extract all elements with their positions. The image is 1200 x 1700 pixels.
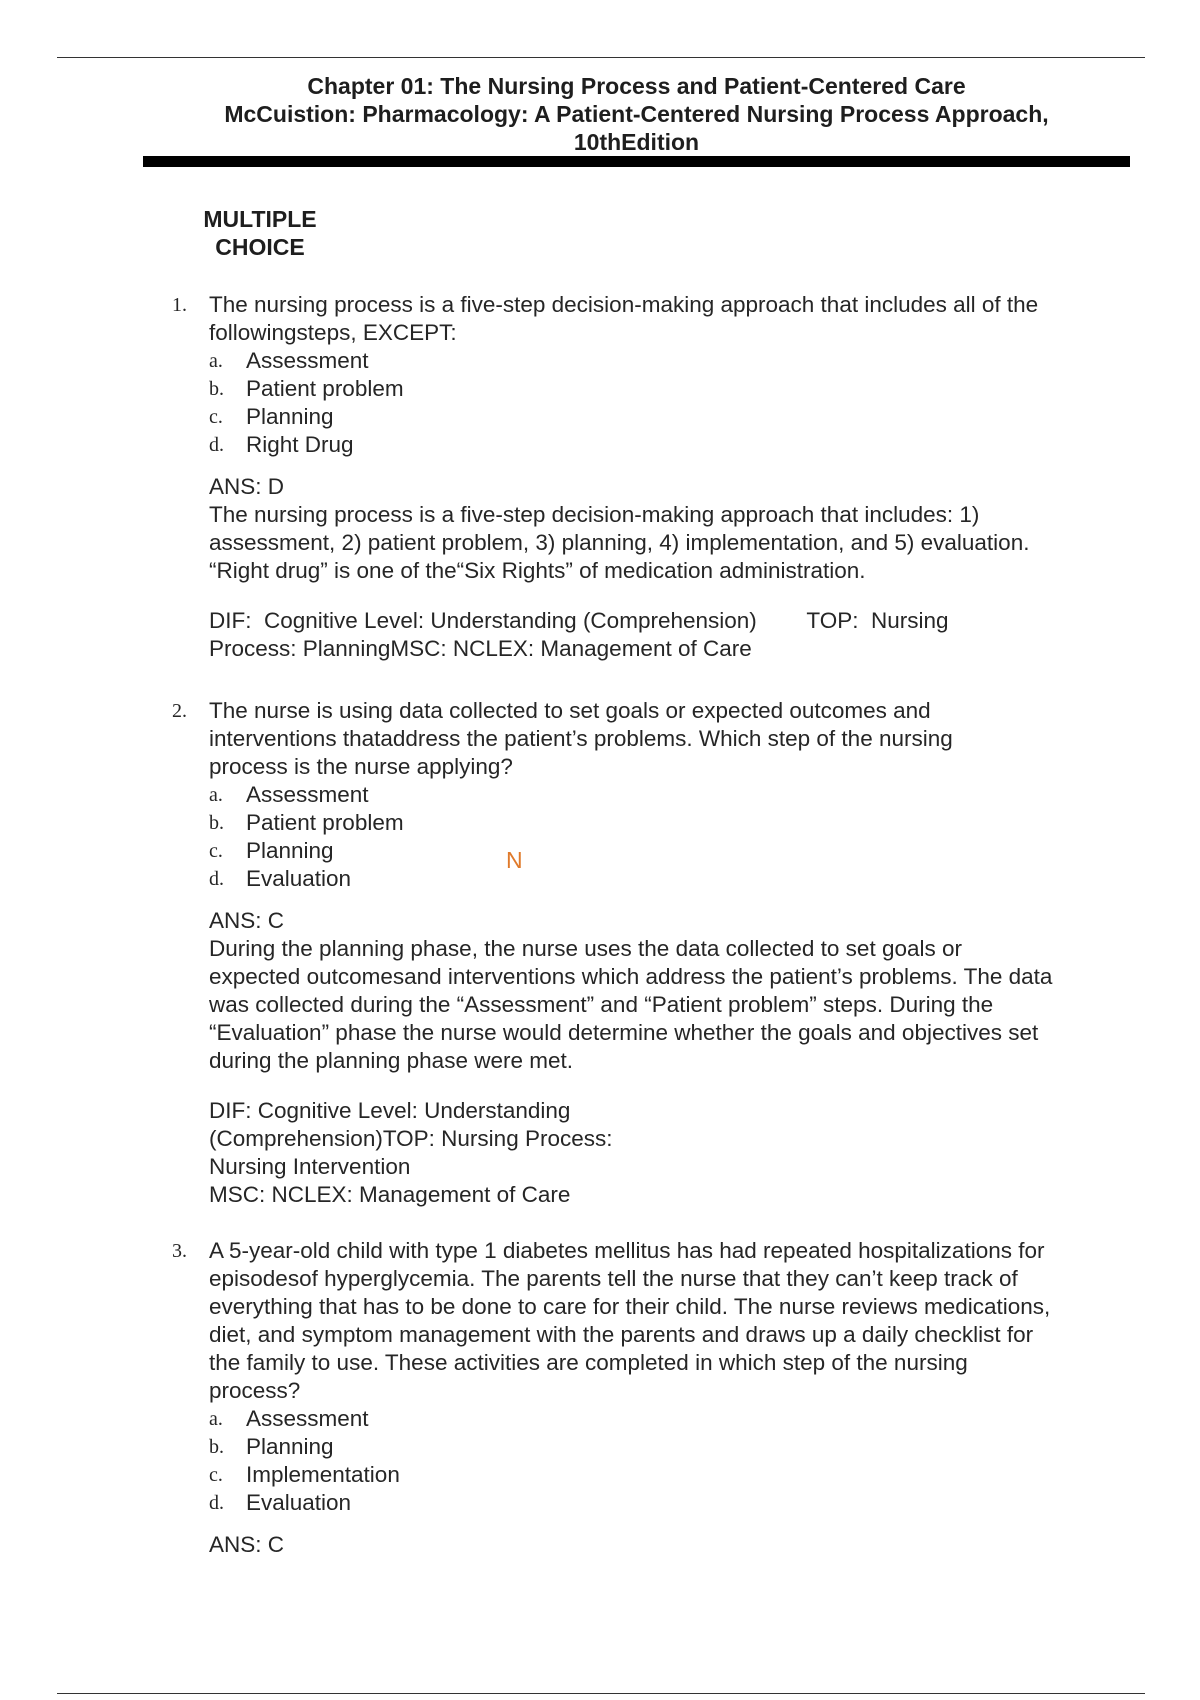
question-number: 3. [172,1240,187,1262]
option-text: Patient problem [246,376,404,401]
option-b [209,809,1132,837]
answer-key: ANS: C [209,908,285,933]
option-letter: c. [209,1464,223,1486]
question-3 [172,1237,1132,1559]
question-stem [209,697,1132,781]
section-title-line: CHOICE [215,234,305,260]
stem-line: the family to use. These activities are completed in which step of the nursing [209,1350,968,1375]
question-stem [209,291,1132,347]
option-letter: d. [209,434,224,456]
option-a [209,347,1132,375]
chapter-title: Chapter 01: The Nursing Process and Patient-Centered Care [307,73,966,99]
option-text: Right Drug [246,432,354,457]
option-text: Assessment [246,782,369,807]
rationale-line: expected outcomesand interventions which address the patient’s problems. The data [209,964,1053,989]
question-stem [209,1237,1132,1405]
stem-line: process? [209,1378,301,1403]
option-text: Planning [246,838,334,863]
option-b [209,1433,1132,1461]
option-text: Planning [246,404,334,429]
stray-mark: N [506,847,523,873]
option-letter: c. [209,840,223,862]
meta-line: Process: PlanningMSC: NCLEX: Management of Care [209,636,752,661]
question-number: 1. [172,294,187,316]
option-letter: b. [209,812,224,834]
section-title [190,205,330,261]
stem-line: A 5-year-old child with type 1 diabetes mellitus has had repeated hospitalizations for [209,1238,1045,1263]
stem-line: episodesof hyperglycemia. The parents tell the nurse that they can’t keep track of [209,1266,1018,1291]
answer-block [209,907,1132,1075]
rationale-line: “Right drug” is one of the“Six Rights” of medication administration. [209,558,866,583]
stem-line: process is the nurse applying? [209,754,513,779]
option-a [209,1405,1132,1433]
option-c [209,837,1132,865]
question-metadata [209,1097,1132,1209]
stem-line: everything that has to be done to care for their child. The nurse reviews medications, [209,1294,1051,1319]
option-c [209,403,1132,431]
option-letter: d. [209,868,224,890]
meta-line: Nursing Intervention [209,1154,411,1179]
stem-line: The nursing process is a five-step decision-making approach that includes all of the [209,292,1039,317]
bottom-rule [57,1693,1145,1694]
option-letter: c. [209,406,223,428]
answer-options [209,347,1132,459]
answer-block [209,1531,1132,1559]
option-text: Patient problem [246,810,404,835]
answer-key: ANS: C [209,1532,285,1557]
rationale-line: was collected during the “Assessment” and “Patient problem” steps. During the [209,992,994,1017]
option-letter: d. [209,1492,224,1514]
rationale-line: “Evaluation” phase the nurse would determine whether the goals and objectives set [209,1020,1039,1045]
option-text: Evaluation [246,1490,352,1515]
option-d [209,431,1132,459]
option-text: Implementation [246,1462,400,1487]
option-text: Assessment [246,1406,369,1431]
option-text: Evaluation [246,866,352,891]
rationale-line: during the planning phase were met. [209,1048,573,1073]
option-d [209,865,1132,893]
meta-line: MSC: NCLEX: Management of Care [209,1182,571,1207]
option-text: Assessment [246,348,369,373]
stem-line: The nurse is using data collected to set goals or expected outcomes and [209,698,931,723]
answer-options [209,1405,1132,1517]
option-letter: a. [209,784,223,806]
stem-line: followingsteps, EXCEPT: [209,320,457,345]
option-d [209,1489,1132,1517]
top-rule [57,57,1145,58]
document-header [143,72,1130,156]
option-b [209,375,1132,403]
option-c [209,1461,1132,1489]
question-2 [172,697,1132,1209]
question-metadata [209,607,1132,663]
book-title: McCuistion: Pharmacology: A Patient-Centered Nursing Process Approach, [224,101,1049,127]
question-1 [172,291,1132,663]
option-letter: a. [209,350,223,372]
meta-line: (Comprehension)TOP: Nursing Process: [209,1126,613,1151]
header-divider [143,156,1130,167]
section-title-line: MULTIPLE [203,206,317,232]
option-a [209,781,1132,809]
rationale-line: assessment, 2) patient problem, 3) planning, 4) implementation, and 5) evaluation. [209,530,1030,555]
stem-line: interventions thataddress the patient’s problems. Which step of the nursing [209,726,953,751]
answer-options [209,781,1132,893]
option-letter: b. [209,378,224,400]
option-text: Planning [246,1434,334,1459]
stem-line: diet, and symptom management with the parents and draws up a daily checklist for [209,1322,1034,1347]
option-letter: a. [209,1408,223,1430]
meta-line: DIF: Cognitive Level: Understanding (Comprehension) TOP: Nursing [209,608,949,633]
meta-line: DIF: Cognitive Level: Understanding [209,1098,571,1123]
rationale-line: The nursing process is a five-step decision-making approach that includes: 1) [209,502,980,527]
book-edition: 10thEdition [573,129,700,155]
answer-block [209,473,1132,585]
answer-key: ANS: D [209,474,285,499]
question-number: 2. [172,700,187,722]
option-letter: b. [209,1436,224,1458]
rationale-line: During the planning phase, the nurse uses the data collected to set goals or [209,936,962,961]
